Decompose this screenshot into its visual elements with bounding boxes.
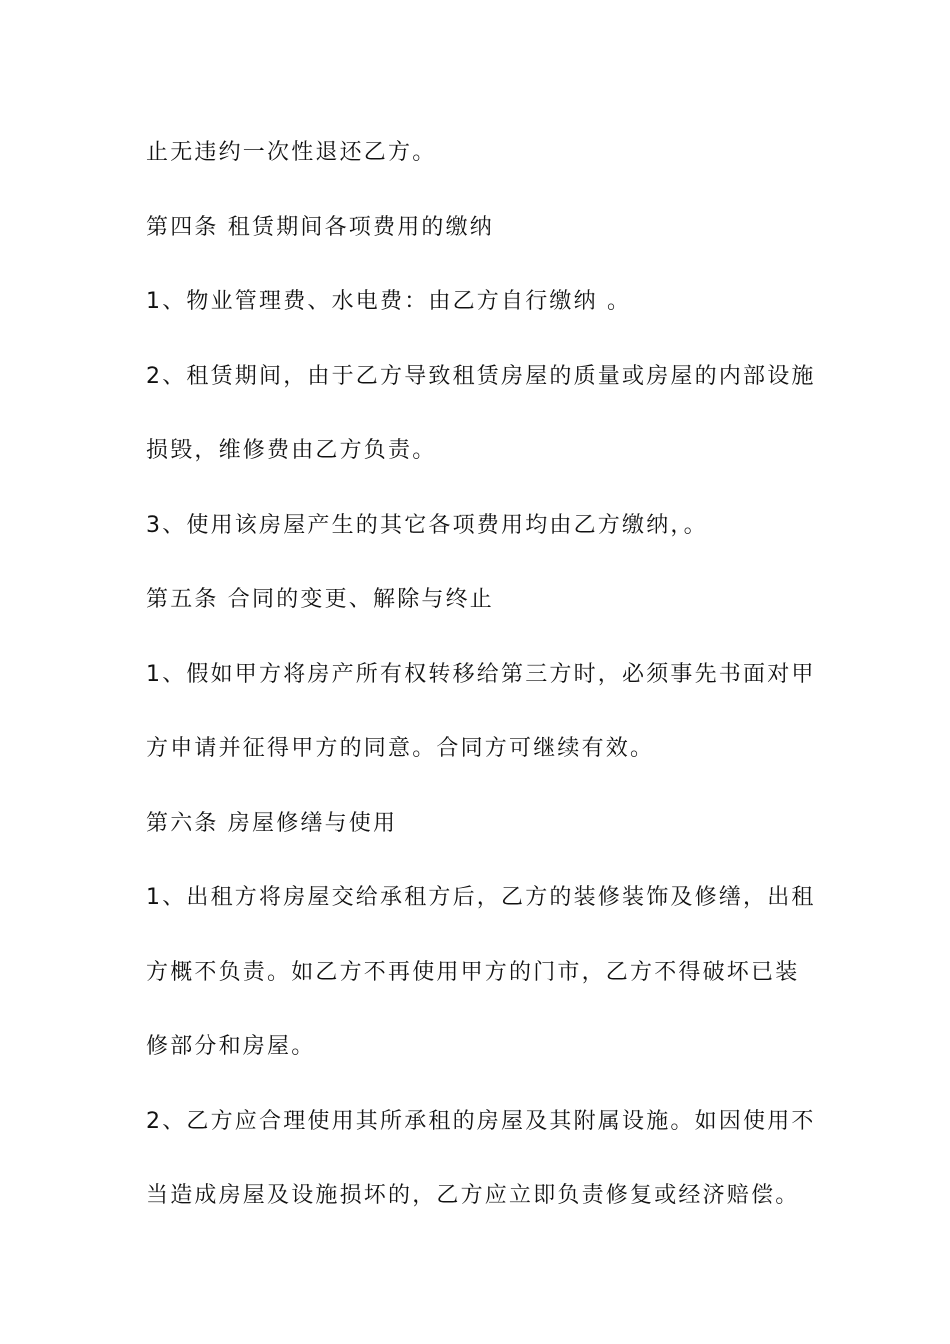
text-line: 当造成房屋及设施损坏的，乙方应立即负责修复或经济赔偿。: [146, 1183, 800, 1208]
text-line: 2、乙方应合理使用其所承租的房屋及其附属设施。如因使用不: [146, 1108, 816, 1134]
text-line: 修部分和房屋。: [146, 1034, 316, 1059]
article-heading: 第六条 房屋修缮与使用: [146, 810, 398, 836]
text-line: 1、出租方将房屋交给承租方后，乙方的装修装饰及修缮，出租: [146, 885, 816, 910]
text-line: 3、使用该房屋产生的其它各项费用均由乙方缴纳，。: [146, 512, 708, 538]
text-line: 方概不负责。如乙方不再使用甲方的门市，乙方不得破坏已装: [146, 959, 800, 985]
article-heading: 第五条 合同的变更、解除与终止: [146, 587, 494, 612]
article-heading: 第四条 租赁期间各项费用的缴纳: [146, 214, 494, 240]
text-line: 1、物业管理费、水电费：由乙方自行缴纳 。: [146, 289, 632, 314]
text-line: 2、租赁期间，由于乙方导致租赁房屋的质量或房屋的内部设施: [146, 363, 816, 389]
text-line: 1、假如甲方将房产所有权转移给第三方时，必须事先书面对甲: [146, 661, 816, 687]
document-body: [146, 132, 826, 1250]
text-line: 止无违约一次性退还乙方。: [146, 140, 437, 165]
text-line: 损毁，维修费由乙方负责。: [146, 438, 437, 463]
text-line: 方申请并征得甲方的同意。合同方可继续有效。: [146, 736, 655, 761]
